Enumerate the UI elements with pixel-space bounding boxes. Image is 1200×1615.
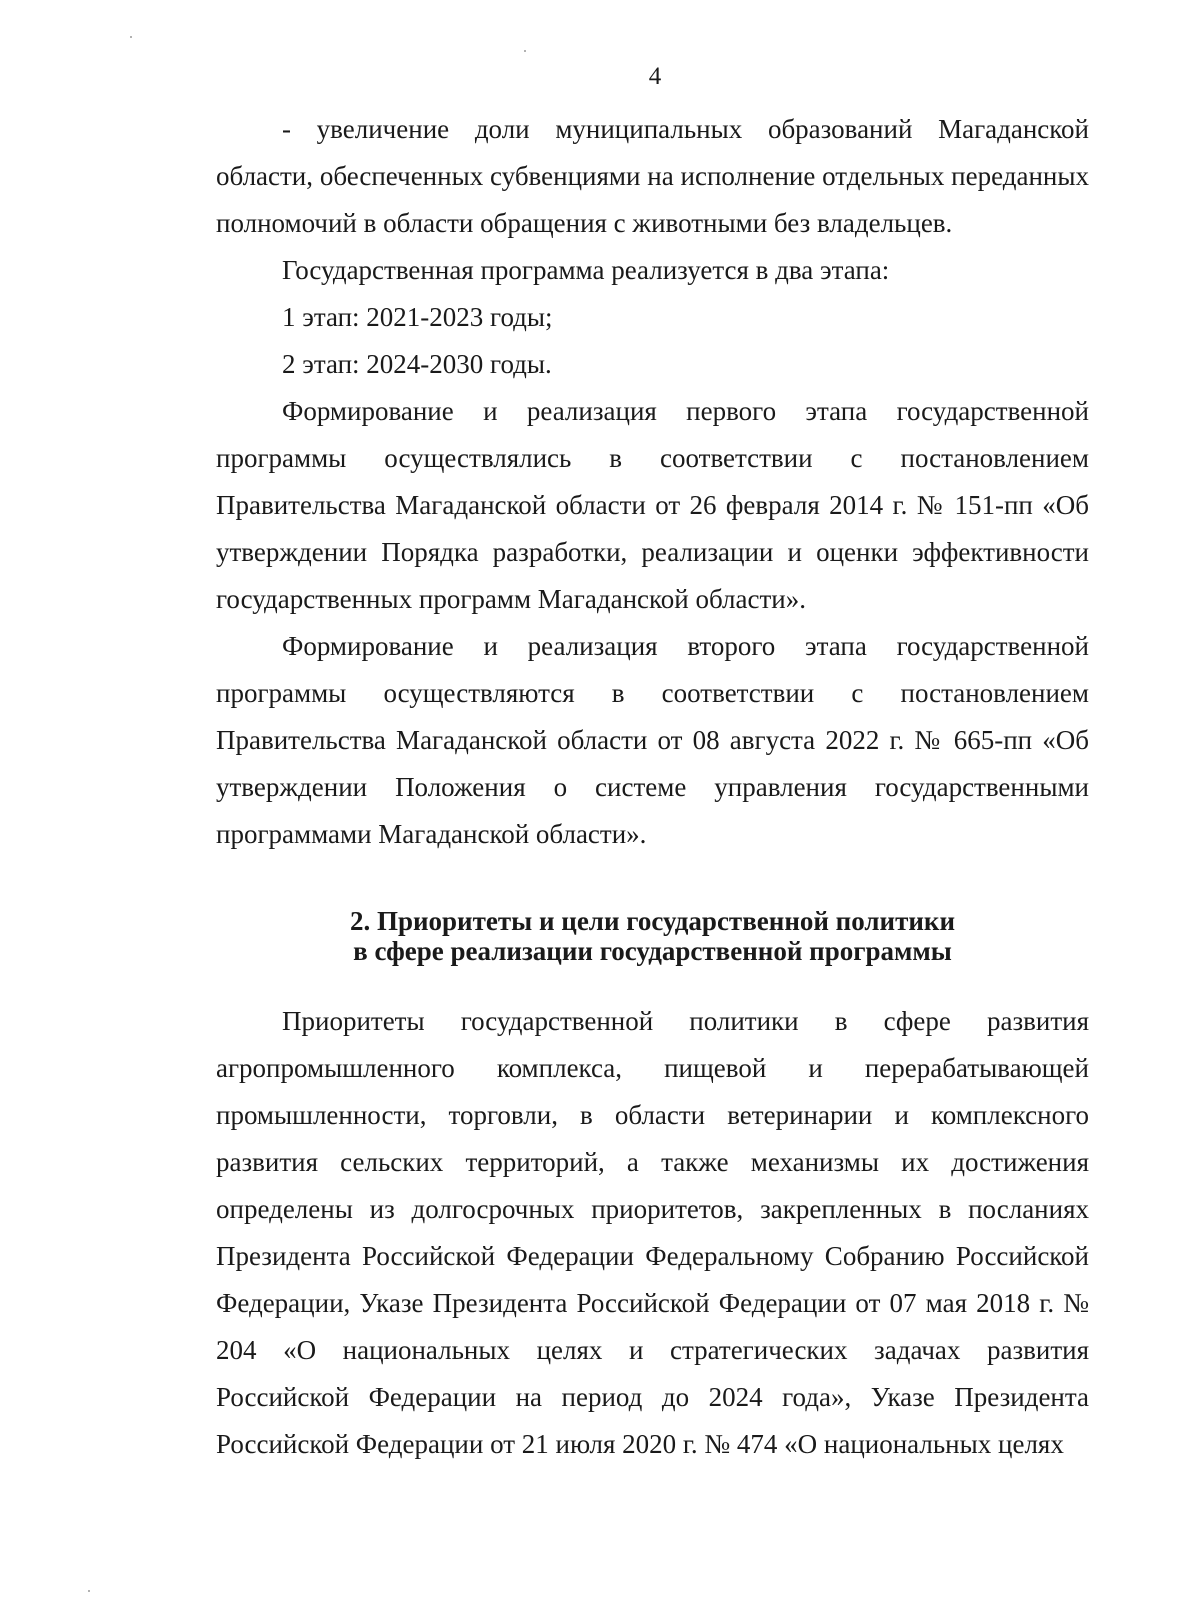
page-number: 4 — [648, 63, 662, 90]
section-heading-line-1: 2. Приоритеты и цели государственной политики — [349, 906, 956, 936]
paragraph-stage-1: 1 этап: 2021-2023 годы; — [282, 302, 553, 332]
paragraph-share-municipalities: - увеличение доли муниципальных образований Магаданской области, обеспеченных субвенциями на исполнение отдельных переданных полномочий в области обращения с животными без владельцев. — [216, 114, 1089, 238]
section-heading — [216, 906, 1089, 966]
section-heading-line-2: в сфере реализации государственной программы — [353, 936, 952, 966]
paragraph-policy-priorities: Приоритеты государственной политики в сфере развития агропромышленного комплекса, пищевой и перерабатывающей промышленности, торговли, в области ветеринарии и комплексного развития сельских территорий, а также механизмы их достижения определены из долгосрочных приоритетов, закрепленных в посланиях Президента Российской Федерации Федеральному Собранию Российской Федерации, Указе Президента Российской Федерации от 07 мая 2018 г. № 204 «О национальных целях и стратегических задачах развития Российской Федерации на период до 2024 года», Указе Президента Российской Федерации от 21 июля 2020 г. № 474 «О национальных целях — [216, 1006, 1089, 1459]
scan-artifact — [524, 50, 526, 52]
scan-artifact — [130, 36, 132, 38]
paragraph-program-stages: Государственная программа реализуется в два этапа: — [282, 255, 890, 285]
paragraph-second-stage-formation: Формирование и реализация второго этапа государственной программы осуществляются в соответствии с постановлением Правительства Магаданской области от 08 августа 2022 г. № 665-пп «Об утверждении Положения о системе управления государственными программами Магаданской области». — [216, 631, 1089, 849]
paragraph-stage-2: 2 этап: 2024-2030 годы. — [282, 349, 552, 379]
paragraph-first-stage-formation: Формирование и реализация первого этапа государственной программы осуществлялись в соответствии с постановлением Правительства Магаданской области от 26 февраля 2014 г. № 151-пп «Об утверждении Порядка разработки, реализации и оценки эффективности государственных программ Магаданской области». — [216, 396, 1089, 614]
scan-artifact — [88, 1590, 90, 1592]
document-body — [216, 106, 1089, 1468]
